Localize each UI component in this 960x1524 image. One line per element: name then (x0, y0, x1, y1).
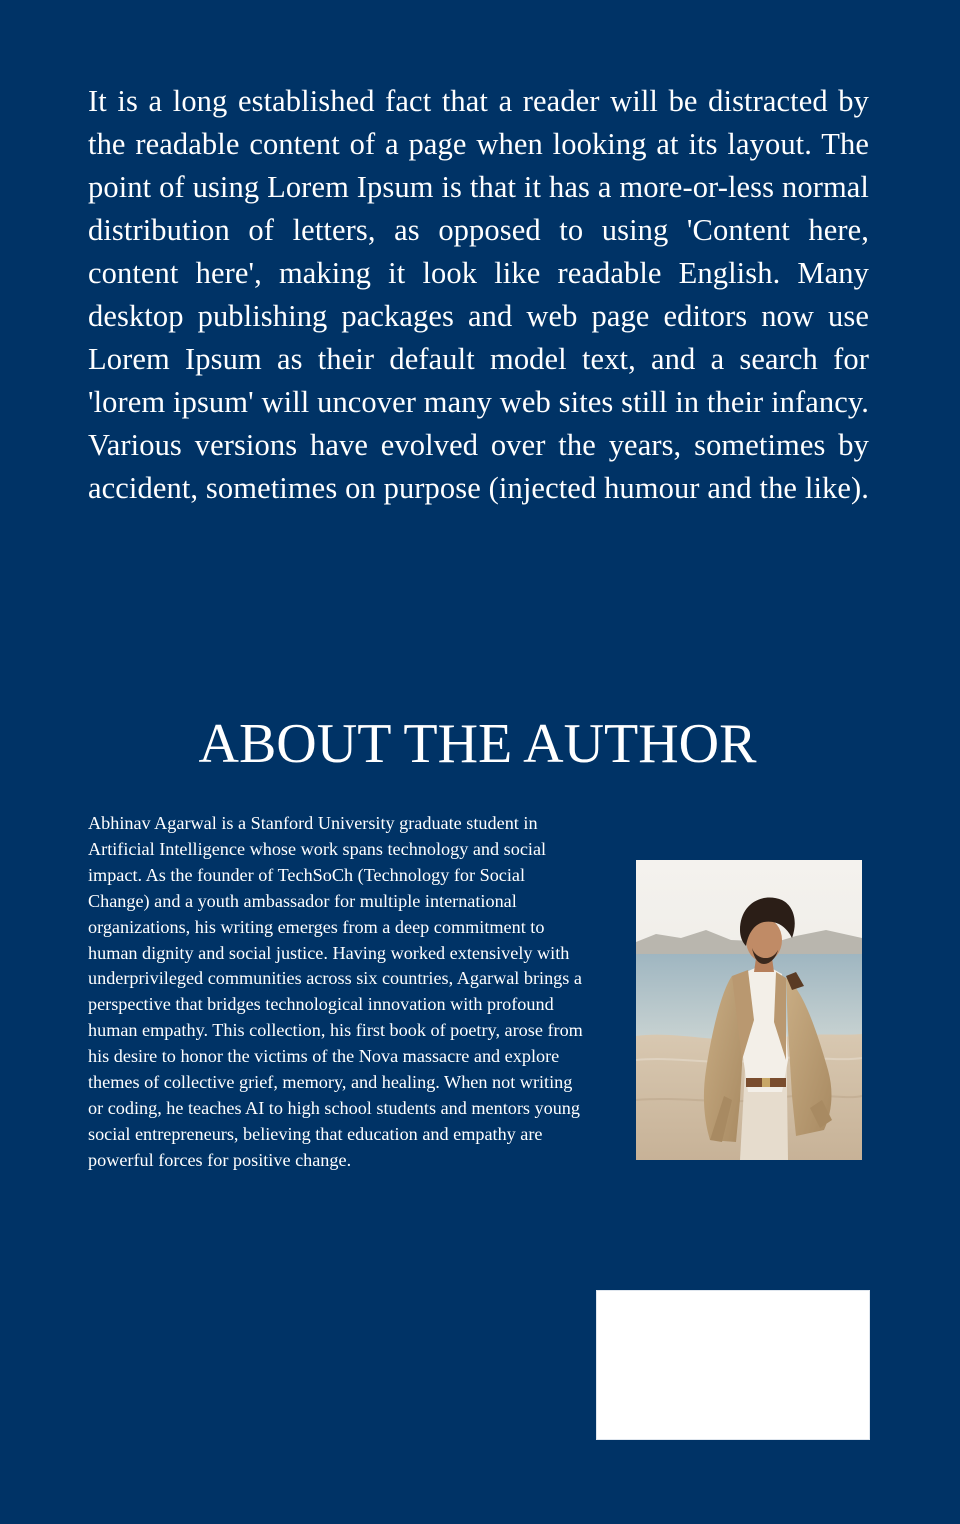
about-author-heading: ABOUT THE AUTHOR (198, 713, 757, 775)
author-photo-icon (636, 860, 862, 1160)
back-cover-blurb: It is a long established fact that a reader will be distracted by the readable content of a page when looking at its layout. The point of using Lorem Ipsum is that it has a more-or-less normal distribution of letters, as opposed to using 'Content here, content here', making it look like readable English. Many desktop publishing packages and web page editors now use Lorem Ipsum as their default model text, and a search for 'lorem ipsum' will uncover many web sites still in their infancy. Various versions have evolved over the years, sometimes by accident, sometimes on purpose (injected humour and the like). (88, 84, 869, 505)
barcode-placeholder (596, 1290, 870, 1440)
author-bio: Abhinav Agarwal is a Stanford University graduate student in Artificial Intelligence whose work spans technology and social impact. As the founder of TechSoCh (Technology for Social Change) and a youth ambassador for multiple international organizations, his writing emerges from a deep commitment to human dignity and social justice. Having worked extensively with underprivileged communities across six countries, Agarwal brings a perspective that bridges technological innovation with profound human empathy. This collection, his first book of poetry, arose from his desire to honor the victims of the Nova massacre and explore themes of collective grief, memory, and healing. When not writing or coding, he teaches AI to high school students and mentors young social entrepreneurs, believing that education and empathy are powerful forces for positive change. (88, 813, 583, 1170)
